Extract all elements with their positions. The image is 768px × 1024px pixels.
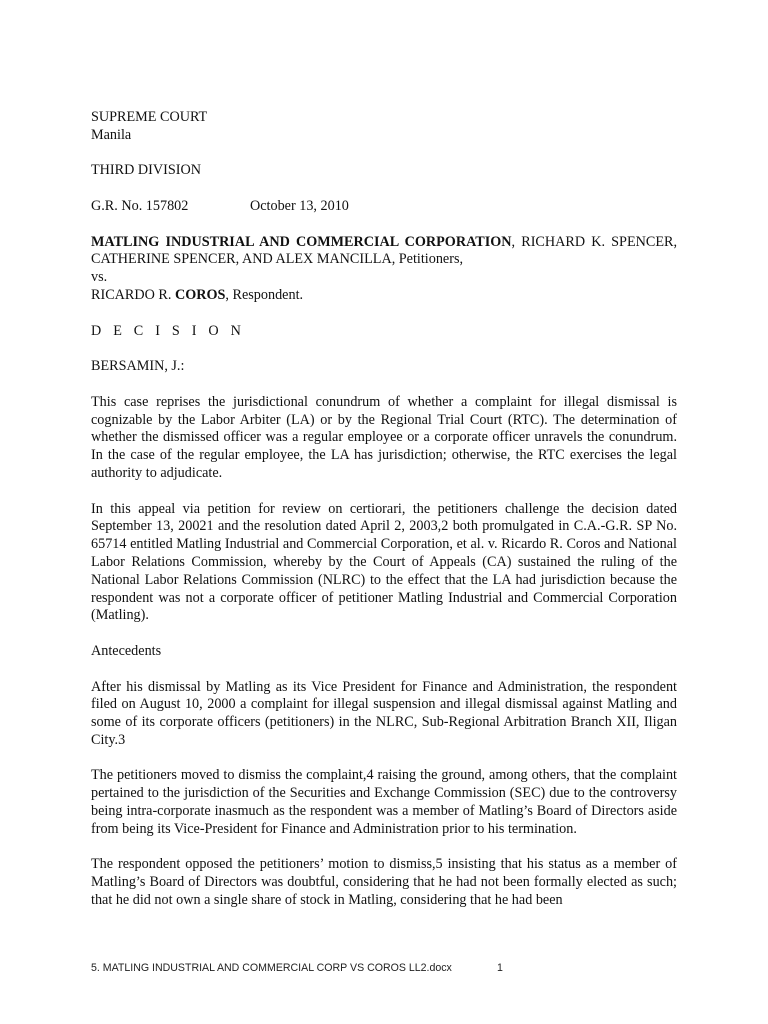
paragraph-2: In this appeal via petition for review on certiorari, the petitioners challenge the decision dated September 13, 20021 and the resolution dated April 2, 2003,2 both promulgated in C.A.-G.R. SP No. 65714 entitled Matling Industrial and Commercial Corporation, et al. v. Ricardo R. Coros and National Labor Relations Commission, whereby by the Court of Appeals (CA) sustained the ruling of the National Labor Relations Commission (NLRC) to the effect that the LA had jurisdiction because the respondent was not a corporate officer of petitioner Matling Industrial and Commercial Corporation (Matling). <box>91 500 677 624</box>
court-city: Manila <box>91 126 132 143</box>
respondent-surname: COROS <box>174 286 226 303</box>
petitioner-rest: , RICHARD K. SPENCER, CATHERINE SPENCER, AND ALEX MANCILLA, Petitioners, <box>91 233 677 268</box>
petitioner-main: MATLING INDUSTRIAL AND COMMERCIAL CORPORATION <box>91 233 512 250</box>
court-name: SUPREME COURT <box>91 109 208 125</box>
page-number: 1 <box>497 962 503 974</box>
footer-filename: 5. MATLING INDUSTRIAL AND COMMERCIAL CORP VS COROS LL2.docx <box>91 962 452 974</box>
decision-heading: D E C I S I O N <box>91 322 246 339</box>
paragraph-3: After his dismissal by Matling as its Vice President for Finance and Administration, the respondent filed on August 10, 2000 a complaint for illegal suspension and illegal dismissal against Matling and some of its corporate officers (petitioners) in the NLRC, Sub-Regional Arbitration Branch XII, Iligan City.3 <box>91 678 677 748</box>
division-name: THIRD DIVISION <box>91 162 201 179</box>
versus: vs. <box>91 269 108 286</box>
respondent-rest: , Respondent. <box>225 286 304 303</box>
decision-date: October 13, 2010 <box>250 197 349 214</box>
section-heading-antecedents: Antecedents <box>91 642 162 659</box>
document-body <box>91 109 677 928</box>
paragraph-1: This case reprises the jurisdictional conundrum of whether a complaint for illegal dismissal is cognizable by the Labor Arbiter (LA) or by the Regional Trial Court (RTC). The determination of whether the dismissed officer was a regular employee or a corporate officer unravels the conundrum. In the case of the regular employee, the LA has jurisdiction; otherwise, the RTC exercises the legal authority to adjudicate. <box>91 393 677 481</box>
paragraph-4: The petitioners moved to dismiss the complaint,4 raising the ground, among others, that the complaint pertained to the jurisdiction of the Securities and Exchange Commission (SEC) due to the controversy being intra-corporate inasmuch as the respondent was a member of Matling’s Board of Directors aside from being its Vice-President for Finance and Administration prior to his termination. <box>91 767 677 837</box>
case-number-row <box>91 198 677 216</box>
respondent-first-name: RICARDO R. <box>91 286 175 303</box>
court-header <box>91 109 677 145</box>
case-caption <box>91 234 677 305</box>
respondent <box>91 287 677 305</box>
gr-number: G.R. No. 157802 <box>91 197 189 214</box>
paragraph-5: The respondent opposed the petitioners’ motion to dismiss,5 insisting that his status as a member of Matling’s Board of Directors was doubtful, considering that he had not been formally elected as such; that he did not own a single share of stock in Matling, considering that he had been <box>91 856 677 909</box>
petitioners <box>91 234 677 270</box>
ponente: BERSAMIN, J.: <box>91 358 185 375</box>
